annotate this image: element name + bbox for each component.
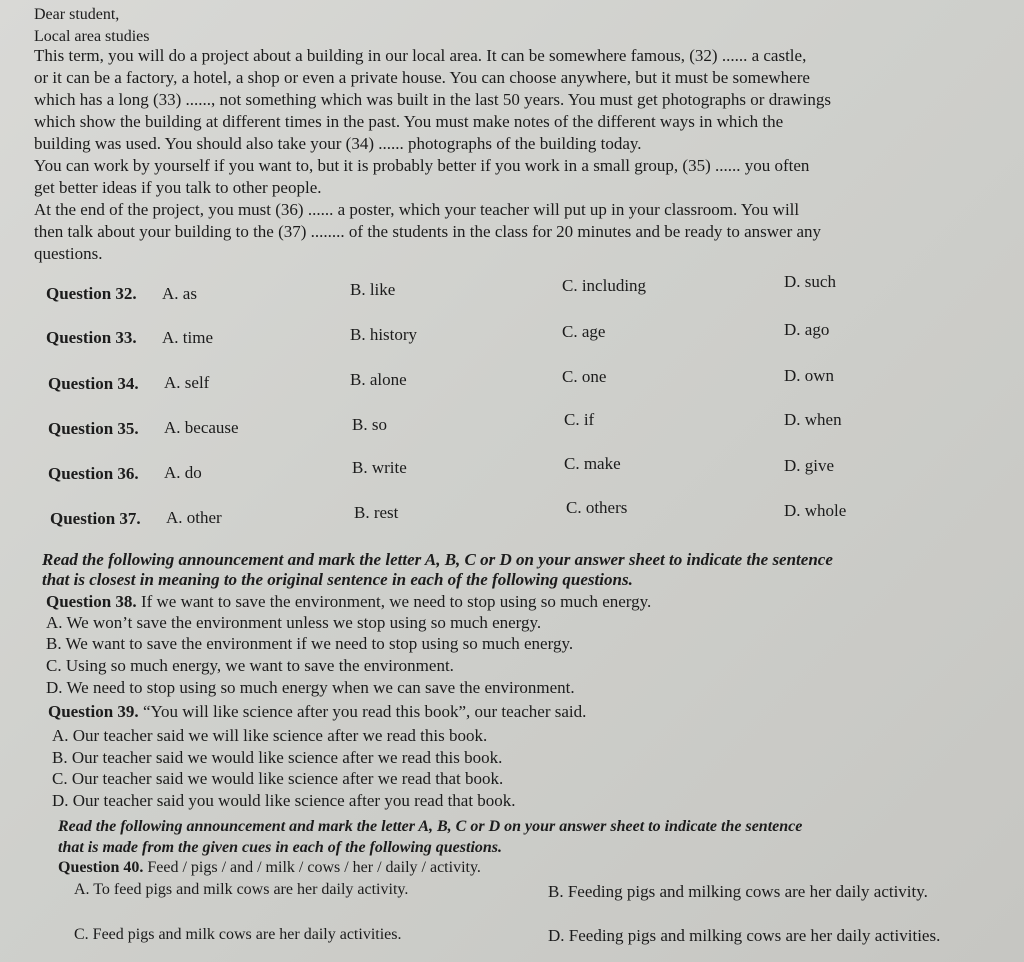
q39-option-b[interactable]: B. Our teacher said we would like science after we read this book. [52,748,503,767]
option-d[interactable]: D. ago [784,320,830,339]
question-label: Question 32. [46,284,137,303]
question-label: Question 40. [58,859,144,876]
q39-option-c[interactable]: C. Our teacher said we would like science after we read that book. [52,769,504,788]
question-label: Question 33. [46,328,137,347]
question-label: Question 39. [48,702,139,721]
option-c[interactable]: C. make [564,454,621,473]
question-label: Question 36. [48,464,139,483]
option-a[interactable]: A. self [164,373,210,392]
option-d[interactable]: D. give [784,456,835,475]
option-d[interactable]: D. such [784,272,836,291]
option-b[interactable]: B. history [350,325,418,344]
passage-line: which has a long (33) ......, not something which was built in the last 50 years. You must get photographs or drawings [34,90,832,109]
instruction-line: Read the following announcement and mark the letter A, B, C or D on your answer sheet to indicate the sentence [42,550,833,569]
option-b[interactable]: B. so [352,415,387,434]
q40-option-d[interactable]: D. Feeding pigs and milking cows are her daily activities. [548,926,941,945]
question-stem: “You will like science after you read this book”, our teacher said. [142,702,587,721]
passage-line: then talk about your building to the (37) ........ of the students in the class for 20 minutes and be ready to answer any [34,222,822,241]
option-a[interactable]: A. other [166,508,222,527]
q38-option-a[interactable]: A. We won’t save the environment unless we stop using so much energy. [46,613,542,632]
option-d[interactable]: D. whole [784,501,847,520]
question-stem: If we want to save the environment, we need to stop using so much energy. [140,592,652,611]
q39-option-d[interactable]: D. Our teacher said you would like science after you read that book. [52,791,516,810]
passage-line: At the end of the project, you must (36) ...... a poster, which your teacher will put up in your classroom. You will [34,200,800,219]
q40-option-c[interactable]: C. Feed pigs and milk cows are her daily activities. [74,926,402,943]
q40-option-b[interactable]: B. Feeding pigs and milking cows are her daily activity. [548,882,928,901]
question-38 [46,592,651,612]
q40-option-a[interactable]: A. To feed pigs and milk cows are her daily activity. [74,881,409,898]
instruction-line: that is made from the given cues in each of the following questions. [58,839,503,856]
option-c[interactable]: C. age [562,322,606,341]
option-c[interactable]: C. including [562,276,647,295]
instruction-line: that is closest in meaning to the original sentence in each of the following questions. [42,570,633,589]
option-a[interactable]: A. because [164,418,239,437]
option-b[interactable]: B. like [350,280,396,299]
passage-line: which show the building at different times in the past. You must make notes of the different ways in which the [34,112,784,131]
option-a[interactable]: A. time [162,328,213,347]
passage-line: or it can be a factory, a hotel, a shop or even a private house. You can choose anywhere, but it must be somewhere [34,68,810,87]
passage-line: You can work by yourself if you want to, but it is probably better if you work in a small group, (35) ...... you often [34,156,810,175]
greeting: Dear student, [34,6,120,23]
question-label: Question 34. [48,374,139,393]
q38-option-c[interactable]: C. Using so much energy, we want to save the environment. [46,656,454,675]
option-b[interactable]: B. rest [354,503,399,522]
question-40 [58,858,481,878]
option-b[interactable]: B. alone [350,370,407,389]
q39-option-a[interactable]: A. Our teacher said we will like science after we read this book. [52,726,488,745]
passage-line: get better ideas if you talk to other people. [34,178,322,197]
option-d[interactable]: D. own [784,366,835,385]
passage-line: This term, you will do a project about a building in our local area. It can be somewhere famous, (32) ...... a castle, [34,46,807,65]
passage-line: building was used. You should also take your (34) ...... photographs of the building today. [34,134,642,153]
option-a[interactable]: A. do [164,463,202,482]
passage-line: questions. [34,244,103,263]
option-a[interactable]: A. as [162,284,197,303]
question-label: Question 38. [46,592,137,611]
question-stem: Feed / pigs / and / milk / cows / her / daily / activity. [147,859,481,876]
question-39 [48,702,586,722]
option-c[interactable]: C. one [562,367,607,386]
option-c[interactable]: C. others [566,498,628,517]
q38-option-b[interactable]: B. We want to save the environment if we need to stop using so much energy. [46,634,574,653]
option-d[interactable]: D. when [784,410,842,429]
question-label: Question 35. [48,419,139,438]
option-b[interactable]: B. write [352,458,407,477]
instruction-line: Read the following announcement and mark the letter A, B, C or D on your answer sheet to indicate the sentence [58,818,803,835]
option-c[interactable]: C. if [564,410,595,429]
question-label: Question 37. [50,509,141,528]
section-title: Local area studies [34,28,150,45]
q38-option-d[interactable]: D. We need to stop using so much energy when we can save the environment. [46,678,575,697]
